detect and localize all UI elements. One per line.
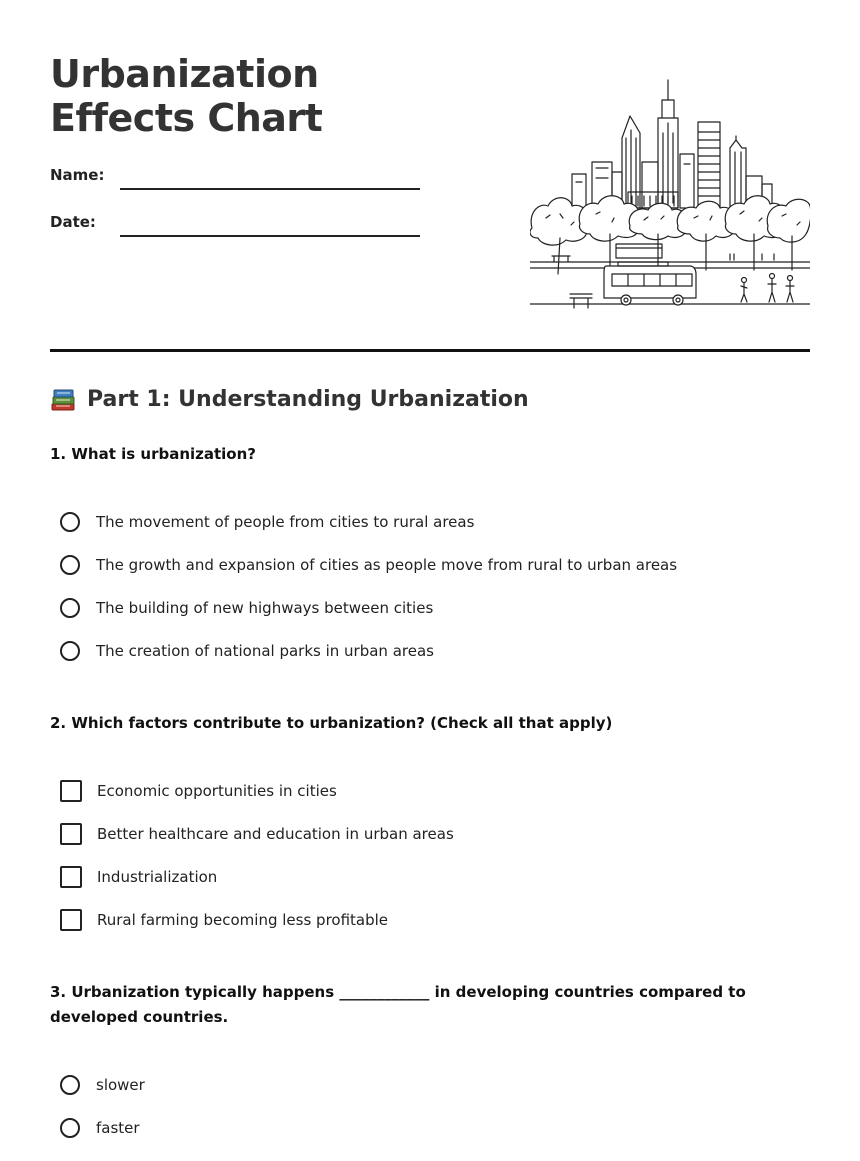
checkbox[interactable] xyxy=(60,780,82,802)
name-input-line[interactable] xyxy=(120,188,420,190)
option-label: The building of new highways between cities xyxy=(96,599,434,617)
option-label: Rural farming becoming less profitable xyxy=(97,911,389,929)
worksheet-header xyxy=(50,0,810,352)
question-2: 2. Which factors contribute to urbanization? (Check all that apply) xyxy=(50,714,613,732)
option-label: Economic opportunities in cities xyxy=(97,782,337,800)
option-label: The growth and expansion of cities as people move from rural to urban areas xyxy=(96,556,678,574)
option-label: slower xyxy=(96,1076,145,1094)
q1-option-c[interactable] xyxy=(60,595,433,621)
radio-button[interactable] xyxy=(60,1118,80,1138)
q3-option-b[interactable] xyxy=(60,1115,140,1141)
page-title: Urbanization Effects Chart xyxy=(50,52,323,140)
q1-option-b[interactable] xyxy=(60,552,677,578)
option-label: Industrialization xyxy=(97,868,218,886)
radio-button[interactable] xyxy=(60,641,80,661)
radio-button[interactable] xyxy=(60,555,80,575)
q2-option-d[interactable] xyxy=(60,907,388,933)
option-label: The creation of national parks in urban areas xyxy=(96,642,434,660)
section-title-text: Part 1: Understanding Urbanization xyxy=(87,386,529,412)
city-skyline-illustration xyxy=(530,78,810,314)
q1-option-d[interactable] xyxy=(60,638,434,664)
header-divider xyxy=(50,349,810,352)
worksheet-page xyxy=(50,0,810,1137)
date-field[interactable] xyxy=(50,213,420,237)
date-label: Date: xyxy=(50,213,96,231)
radio-button[interactable] xyxy=(60,1075,80,1095)
books-icon xyxy=(50,386,77,412)
q3-option-a[interactable] xyxy=(60,1072,145,1098)
radio-button[interactable] xyxy=(60,598,80,618)
date-input-line[interactable] xyxy=(120,235,420,237)
section-title-part1 xyxy=(50,386,529,412)
q2-option-a[interactable] xyxy=(60,778,337,804)
option-label: The movement of people from cities to rural areas xyxy=(96,513,475,531)
q2-option-b[interactable] xyxy=(60,821,454,847)
name-label: Name: xyxy=(50,166,105,184)
radio-button[interactable] xyxy=(60,512,80,532)
name-field[interactable] xyxy=(50,166,420,190)
q1-option-a[interactable] xyxy=(60,509,474,535)
option-label: faster xyxy=(96,1119,140,1137)
checkbox[interactable] xyxy=(60,866,82,888)
q2-option-c[interactable] xyxy=(60,864,217,890)
checkbox[interactable] xyxy=(60,823,82,845)
question-1: 1. What is urbanization? xyxy=(50,445,256,463)
option-label: Better healthcare and education in urban areas xyxy=(97,825,454,843)
checkbox[interactable] xyxy=(60,909,82,931)
question-3: 3. Urbanization typically happens ____________ in developing countries compared to developed countries. xyxy=(50,983,746,1026)
